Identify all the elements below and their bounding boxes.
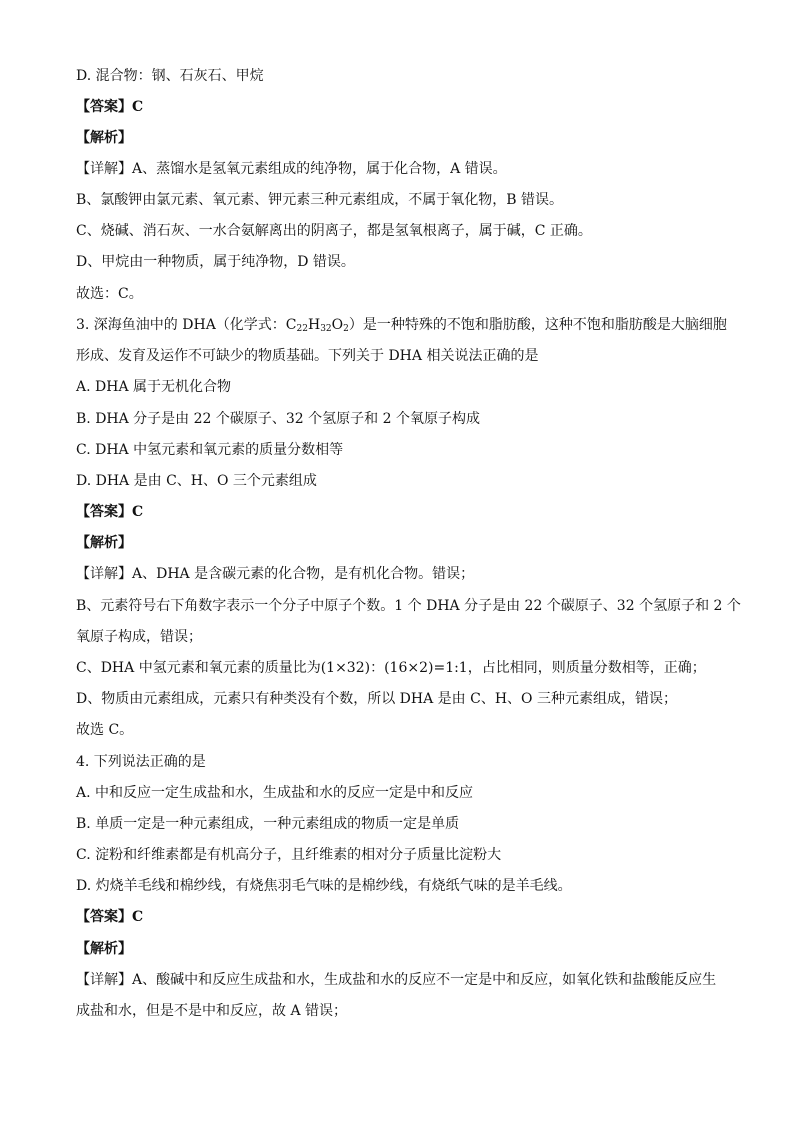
option-c: C. DHA 中氢元素和氧元素的质量分数相等 (76, 442, 344, 458)
option-d: D. DHA 是由 C、H、O 三个元素组成 (76, 473, 317, 489)
explanation-line: C、DHA 中氢元素和氧元素的质量比为(1×32)：(16×2)=1:1，占比相同，则质量分数相等，正确； (76, 660, 706, 676)
analysis-label: 【解析】 (76, 941, 132, 957)
answer-label: 【答案】C (76, 909, 144, 925)
explanation-line: 【详解】A、蒸馏水是氢氧元素组成的纯净物，属于化合物，A 错误。 (76, 161, 507, 177)
option-a: A. DHA 属于无机化合物 (76, 379, 232, 395)
explanation-line: 成盐和水，但是不是中和反应，故 A 错误； (76, 1003, 348, 1019)
answer-label: 【答案】C (76, 504, 144, 520)
analysis-label: 【解析】 (76, 130, 132, 146)
answer-label: 【答案】C (76, 99, 144, 115)
explanation-line: B、氯酸钾由氯元素、氧元素、钾元素三种元素组成，不属于氧化物，B 错误。 (76, 192, 564, 208)
explanation-line: D、甲烷由一种物质，属于纯净物，D 错误。 (76, 254, 355, 270)
option-d-q2: D. 混合物：钢、石灰石、甲烷 (76, 68, 264, 84)
explanation-line: D、物质由元素组成，元素只有种类没有个数，所以 DHA 是由 C、H、O 三种元素组成，错误； (76, 691, 677, 707)
option-d: D. 灼烧羊毛线和棉纱线，有烧焦羽毛气味的是棉纱线，有烧纸气味的是羊毛线。 (76, 878, 572, 894)
explanation-line: 氧原子构成，错误； (76, 629, 202, 645)
question-3-text-part: 3. 深海鱼油中的 DHA（化学式：C (76, 317, 297, 333)
option-b: B. DHA 分子是由 22 个碳原子、32 个氢原子和 2 个氧原子构成 (76, 411, 480, 427)
explanation-line: 【详解】A、酸碱中和反应生成盐和水，生成盐和水的反应不一定是中和反应，如氧化铁和盐酸能反应生 (76, 972, 717, 988)
option-a: A. 中和反应一定生成盐和水，生成盐和水的反应一定是中和反应 (76, 785, 474, 801)
option-b: B. 单质一定是一种元素组成，一种元素组成的物质一定是单质 (76, 816, 460, 832)
explanation-line: B、元素符号右下角数字表示一个分子中原子个数。1 个 DHA 分子是由 22 个碳原子、32 个氢原子和 2 个 (76, 598, 741, 614)
conclusion-line: 故选：C。 (76, 286, 143, 302)
question-3-stem (76, 315, 726, 335)
formula-subscript: 22 (296, 324, 308, 334)
formula-subscript: 32 (320, 324, 332, 334)
conclusion-line: 故选 C。 (76, 722, 134, 738)
question-3-text-part: ）是一种特殊的不饱和脂肪酸，这种不饱和脂肪酸是大脑细胞 (348, 317, 727, 333)
option-c: C. 淀粉和纤维素都是有机高分子，且纤维素的相对分子质量比淀粉大 (76, 847, 502, 863)
formula-element: O (331, 317, 344, 333)
formula-subscript: 2 (343, 324, 349, 334)
formula-element: H (307, 317, 321, 333)
explanation-line: C、烧碱、消石灰、一水合氨解离出的阴离子，都是氢氧根离子，属于碱，C 正确。 (76, 223, 592, 239)
analysis-label: 【解析】 (76, 535, 132, 551)
question-4-stem: 4. 下列说法正确的是 (76, 754, 206, 770)
question-3-stem-cont: 形成、发育及运作不可缺少的物质基础。下列关于 DHA 相关说法正确的是 (76, 348, 539, 364)
explanation-line: 【详解】A、DHA 是含碳元素的化合物，是有机化合物。错误； (76, 566, 475, 582)
